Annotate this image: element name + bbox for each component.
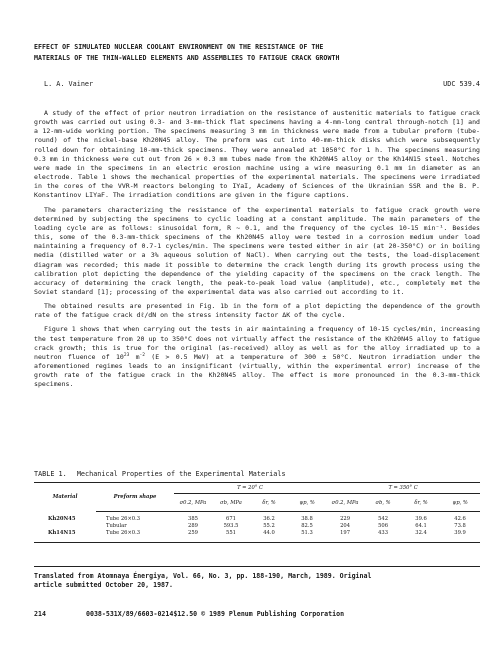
value-cell: 32.4 bbox=[415, 530, 427, 536]
article-title bbox=[34, 42, 480, 65]
value-cell: 542 bbox=[378, 516, 388, 522]
preform-cell: Tubular bbox=[106, 523, 127, 529]
title-line-2: MATERIALS OF THE THIN-WALLED ELEMENTS AND ASSEMBLIES TO FATIGUE CRACK GROWTH bbox=[34, 54, 340, 63]
fluence-exponent: 23 bbox=[123, 352, 130, 358]
author-name: L. A. Vainer bbox=[44, 80, 94, 88]
column-header: ψp, % bbox=[440, 494, 480, 512]
table-caption-text: Mechanical Properties of the Experimental Materials bbox=[76, 470, 286, 478]
paragraph-4-part-2: (E > 0.5 MeV) at a temperature of 300 ± 50°C. Neutron irradiation under the aforementioned regimes leads to an insignificant (virtually, within the experimental error) increase of the growth rate of the fatigue crack in the Kh20N45 alloy. The effect is more pronounced in the 0.3-mm-thick specimens. bbox=[34, 352, 480, 389]
udc-code: UDC 539.4 bbox=[443, 80, 480, 88]
title-line-1: EFFECT OF SIMULATED NUCLEAR COOLANT ENVIRONMENT ON THE RESISTANCE OF THE bbox=[34, 43, 324, 51]
translation-footnote bbox=[34, 572, 480, 590]
column-header: σb, % bbox=[364, 494, 402, 512]
value-cell: 51.3 bbox=[301, 530, 313, 536]
value-cell: 42.6 bbox=[454, 516, 466, 522]
value-cell: 289 bbox=[188, 523, 198, 529]
value-cell: 551 bbox=[226, 530, 236, 536]
value-cell: 259 bbox=[188, 530, 198, 536]
group-header-20c: T = 20° C bbox=[174, 483, 326, 494]
value-cell: 82.5 bbox=[301, 523, 313, 529]
value-cell: 36.2 bbox=[263, 516, 275, 522]
value-cell: 433 bbox=[378, 530, 388, 536]
value-cell: 197 bbox=[340, 530, 350, 536]
table-row bbox=[34, 523, 480, 530]
material-cell bbox=[34, 523, 96, 530]
value-cell: 204 bbox=[340, 523, 350, 529]
value-cell: 506 bbox=[378, 523, 388, 529]
value-cell: 39.6 bbox=[415, 516, 427, 522]
value-cell: 55.2 bbox=[263, 523, 275, 529]
group-header-350c: T = 350° C bbox=[326, 483, 480, 494]
paragraph-4-part-1: Figure 1 shows that when carrying out the tests in air maintaining a frequency of 10-15 cycles/min, increasing the test temperature from 20 up to 350°C does not virtually affect the resistance of the Kh20N45 alloy to fatigue crack growth; this is true for the original (as-received) alloy as well as for the alloy irradiated up to a neutron fluence of 10 bbox=[34, 325, 480, 361]
table-label: TABLE 1. bbox=[34, 470, 67, 478]
paragraph-3: The obtained results are presented in Fig. 1b in the form of a plot depicting the dependence of the growth rate of the fatigue crack dℓ/dN on the stress intensity factor ΔK of the cycle. bbox=[34, 302, 480, 320]
value-cell: 229 bbox=[340, 516, 350, 522]
column-header: σ0.2, MPa bbox=[174, 494, 212, 512]
preform-cell: Tube 26×0.3 bbox=[106, 530, 141, 536]
value-cell: 385 bbox=[188, 516, 198, 522]
value-cell: 593.5 bbox=[223, 523, 239, 529]
properties-table bbox=[34, 482, 480, 543]
column-header: δr, % bbox=[250, 494, 288, 512]
value-cell: 64.1 bbox=[415, 523, 427, 529]
value-cell: 73.8 bbox=[454, 523, 466, 529]
column-header: ψp, % bbox=[288, 494, 326, 512]
column-header-preform: Preform shape bbox=[96, 483, 174, 512]
footnote-line-1: Translated from Atomnaya Énergiya, Vol. 66, No. 3, pp. 188-190, March, 1989. Original bbox=[34, 572, 372, 580]
column-header-material: Material bbox=[52, 494, 78, 501]
paragraph-4-unit: m bbox=[129, 352, 140, 361]
preform-cell: Tube 26×0.3 bbox=[106, 516, 141, 522]
table-caption bbox=[34, 470, 480, 479]
column-header: σ0.2, MPa bbox=[326, 494, 364, 512]
value-cell: 39.9 bbox=[454, 530, 466, 536]
paragraph-4 bbox=[34, 325, 480, 389]
unit-exponent: -2 bbox=[139, 352, 145, 358]
paragraph-1: A study of the effect of prior neutron irradiation on the resistance of austenitic materials to fatigue crack growth was carried out using 0.3- and 3-mm-thick flat specimens having a 4-mm-long central through-notch [1] and a 12-mm-wide working portion. The specimens measuring 3 mm in thickness were made from a tubular preform (tube-round) of the nickel-base Kh20N45 alloy. The preform was cut into 40-mm-thick disks which were subsequently rolled down for obtaining 10-mm-thick specimens. They were annealed at 1050°C for 1 h. The specimens measuring 0.3 mm in thickness were cut out from 26 × 0.3 mm tubes made from the Kh20N45 alloy or the Kh14N15 steel. Notches were made in the specimens in an electric erosion machine using a wire measuring 0.1 mm in diameter as an electrode. Table 1 shows the mechanical properties of the experimental materials. The specimens were irradiated in the cores of the VVR-M reactors belonging to IYaI, Academy of Sciences of the Ukrainian SSR and the B. P. Konstantinov LIYaF. The irradiation conditions are given in the figure captions. bbox=[34, 109, 480, 200]
material-cell: Kh20N45 bbox=[48, 515, 76, 522]
table-row bbox=[34, 512, 480, 524]
article-body bbox=[34, 109, 480, 395]
value-cell: 38.8 bbox=[301, 516, 313, 522]
value-cell: 44.0 bbox=[263, 530, 275, 536]
value-cell: 671 bbox=[226, 516, 236, 522]
footnote-divider bbox=[34, 566, 480, 567]
material-cell: Kh14N15 bbox=[48, 530, 76, 536]
column-header: δr, % bbox=[402, 494, 440, 512]
table-row bbox=[34, 530, 480, 543]
paragraph-2: The parameters characterizing the resistance of the experimental materials to fatigue crack growth were determined by subjecting the specimens to cyclic loading at a constant amplitude. The main parameters of the loading cycle are as follows: sinusoidal form, R ~ 0.1, and the frequency of the cycles 10-15 min⁻¹. Besides this, some of the 0.3-mm-thick specimens of the Kh20N45 alloy were tested in a corrosion medium under load maintaining a frequency of 0.7-1 cycles/min. The specimens were tested either in air (at 20-350°C) or in boiling media (distilled water or a 3% aqueous solution of NaCl). When carrying out the tests, the load-displacement diagram was recorded; this made it possible to determine the crack length during its growth process using the calibration plot depicting the dependence of the yielding capacity of the specimens on the crack length. The accuracy of determining the crack length, the peak-to-peak load value (amplitude), etc., completely met the Soviet standard [1]; processing of the experimental data was also carried out according to it. bbox=[34, 205, 480, 296]
footnote-line-2: article submitted October 20, 1987. bbox=[34, 581, 173, 590]
column-header: σb, MPa bbox=[212, 494, 250, 512]
page-number: 214 bbox=[34, 610, 46, 618]
copyright-code: 0038-531X/89/6603-0214$12.50 © 1989 Plenum Publishing Corporation bbox=[86, 610, 345, 618]
